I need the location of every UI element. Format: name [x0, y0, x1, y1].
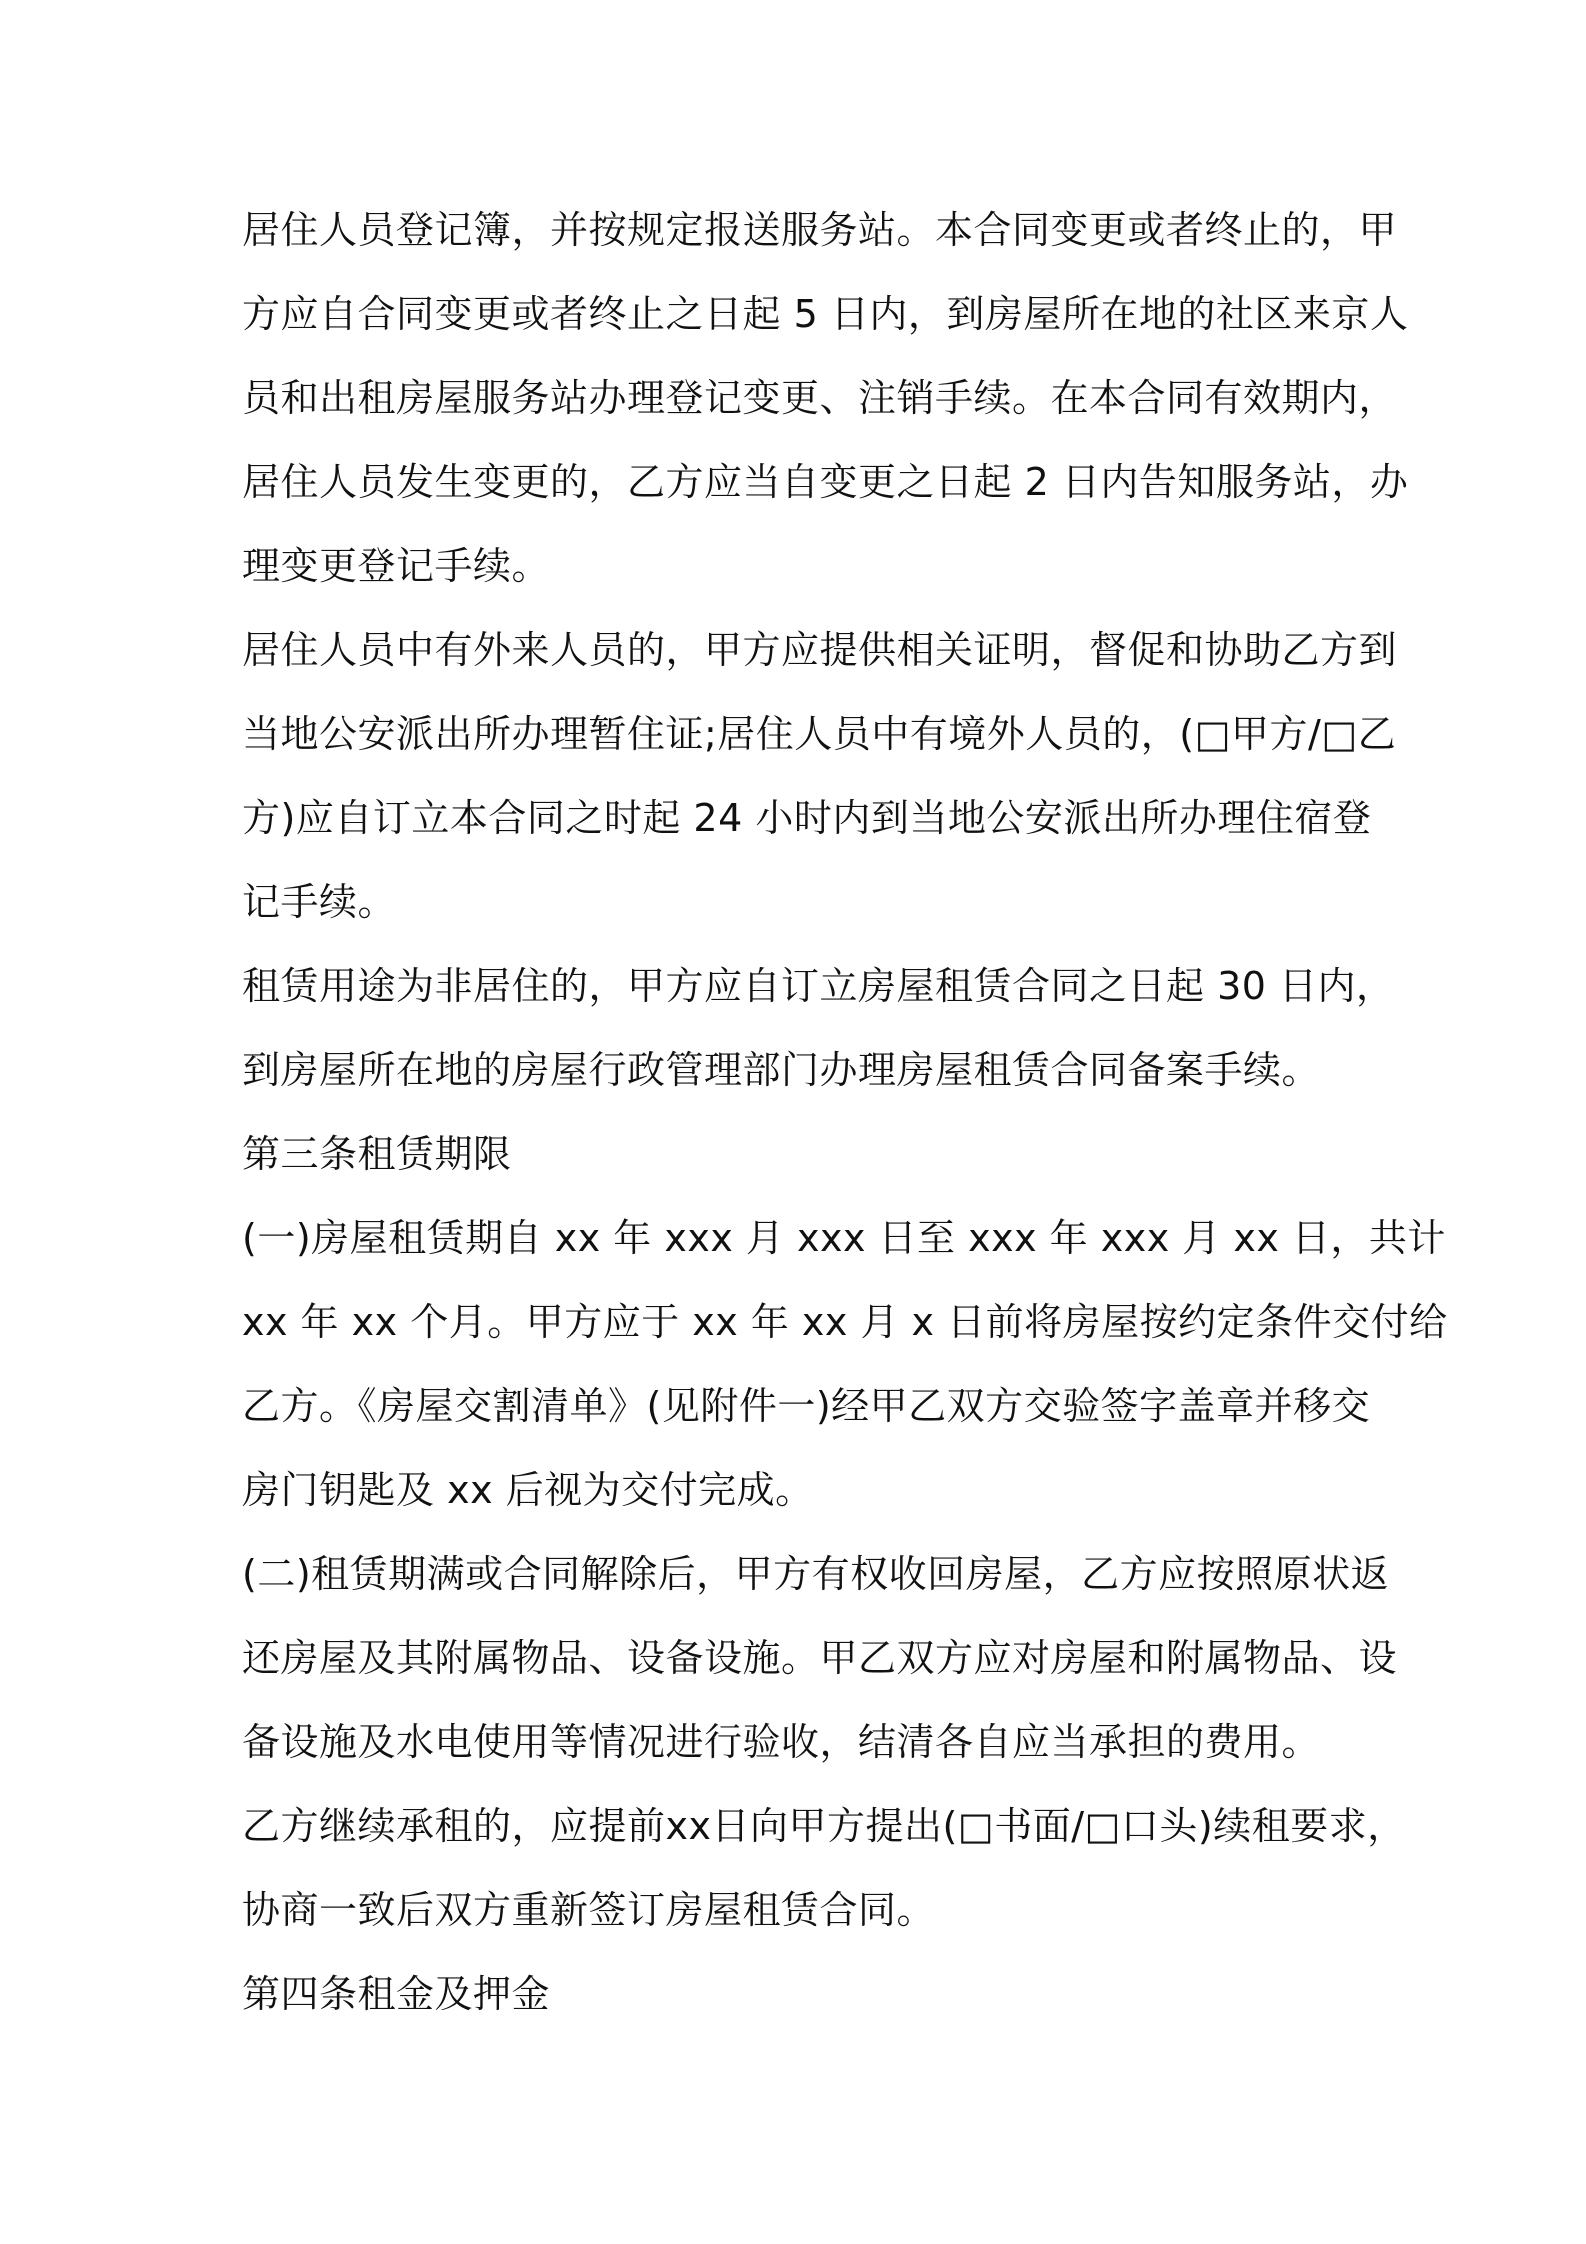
document-body	[242, 188, 1448, 2036]
paragraph-line: 员和出租房屋服务站办理登记变更、注销手续。在本合同有效期内，	[242, 376, 1398, 420]
paragraph-line: 备设施及水电使用等情况进行验收，结清各自应当承担的费用。	[242, 1720, 1321, 1764]
paragraph-line: (一)房屋租赁期自 xx 年 xxx 月 xxx 日至 xxx 年 xxx 月 xx 日，共计	[242, 1216, 1446, 1260]
paragraph-line: 理变更登记手续。	[242, 544, 551, 588]
section-heading-article-4: 第四条租金及押金	[242, 1972, 551, 2016]
paragraph-line: 方)应自订立本合同之时起 24 小时内到当地公安派出所办理住宿登	[242, 796, 1372, 840]
paragraph-line: 居住人员中有外来人员的，甲方应提供相关证明，督促和协助乙方到	[242, 628, 1398, 672]
paragraph-line: 到房屋所在地的房屋行政管理部门办理房屋租赁合同备案手续。	[242, 1048, 1321, 1092]
paragraph-line: 乙方。《房屋交割清单》(见附件一)经甲乙双方交验签字盖章并移交	[242, 1384, 1371, 1428]
paragraph-line: 乙方继续承租的，应提前xx日向甲方提出(□书面/□口头)续租要求，	[242, 1804, 1406, 1848]
paragraph-line: 租赁用途为非居住的，甲方应自订立房屋租赁合同之日起 30 日内，	[242, 964, 1395, 1008]
paragraph-line: 房门钥匙及 xx 后视为交付完成。	[242, 1468, 814, 1512]
paragraph-line: 当地公安派出所办理暂住证;居住人员中有境外人员的，(□甲方/□乙	[242, 712, 1397, 756]
paragraph-line: 记手续。	[242, 880, 397, 924]
paragraph-line: xx 年 xx 个月。甲方应于 xx 年 xx 月 x 日前将房屋按约定条件交付给	[242, 1300, 1448, 1344]
paragraph-line: 方应自合同变更或者终止之日起 5 日内，到房屋所在地的社区来京人	[242, 292, 1409, 336]
paragraph-line: 协商一致后双方重新签订房屋租赁合同。	[242, 1888, 936, 1932]
paragraph-line: (二)租赁期满或合同解除后，甲方有权收回房屋，乙方应按照原状返	[242, 1552, 1390, 1596]
paragraph-line: 居住人员登记簿，并按规定报送服务站。本合同变更或者终止的，甲	[242, 208, 1398, 252]
paragraph-line: 居住人员发生变更的，乙方应当自变更之日起 2 日内告知服务站，办	[242, 460, 1409, 504]
paragraph-line: 还房屋及其附属物品、设备设施。甲乙双方应对房屋和附属物品、设	[242, 1636, 1398, 1680]
section-heading-article-3: 第三条租赁期限	[242, 1132, 512, 1176]
